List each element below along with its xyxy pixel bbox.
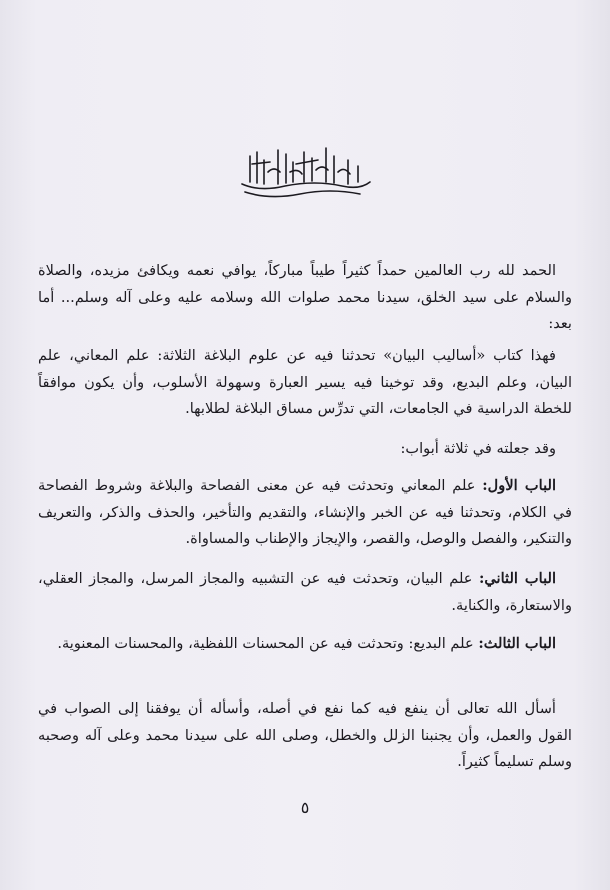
opening-paragraph: الحمد لله رب العالمين حمداً كثيراً طيباً مباركاً، يوافي نعمه ويكافئ مزيده، والصلاة والسلام على سيد الخلق، سيدنا محمد صلوات الله وسلامه عليه وعلى آله وسلم... أما بعد: xyxy=(38,262,572,332)
chapter-one-paragraph xyxy=(38,473,572,553)
chapter-three-paragraph xyxy=(38,631,572,658)
book-intro-paragraph: فهذا كتاب «أساليب البيان» تحدثنا فيه عن علوم البلاغة الثلاثة: علم المعاني، علم البيان، وعلم البديع، وقد توخينا فيه يسير العبارة وسهولة الأسلوب، وأن يكون موافقاً للخطة الدراسية في الجامعات، التي تدرِّس مساق البلاغة لطلابها. xyxy=(38,347,572,417)
chapter-three-body: علم البديع: وتحدثت فيه عن المحسنات اللفظية، والمحسنات المعنوية. xyxy=(57,635,474,652)
page-number: ٥ xyxy=(300,798,310,817)
chapter-three-heading: الباب الثالث: xyxy=(478,635,556,652)
closing-paragraph: أسأل الله تعالى أن ينفع فيه كما نفع في أصله، وأسأله أن يوفقنا إلى الصواب في القول والعمل، وأن يجنبنا الزلل والخطل، وصلى الله على سيدنا محمد وعلى آله وصحبه وسلم تسليماً كثيراً. xyxy=(38,700,572,770)
chapter-two-paragraph xyxy=(38,566,572,619)
chapter-one-body: علم المعاني وتحدثت فيه عن معنى الفصاحة والبلاغة وشروط الفصاحة في الكلام، وتحدثنا فيه عن الخبر والإنشاء، والتقديم والتأخير، والحذف والذكر، والتعريف والتنكير، والفصل والوصل، والقصر، والإيجاز والإطناب والمساواة. xyxy=(38,477,572,547)
chapter-one-heading: الباب الأول: xyxy=(482,477,556,494)
chapter-two-body: علم البيان، وتحدثت فيه عن التشبيه والمجاز المرسل، والمجاز العقلي، والاستعارة، والكناية. xyxy=(38,570,572,614)
chapters-intro: وقد جعلته في ثلاثة أبواب: xyxy=(400,440,556,457)
basmala-calligraphy xyxy=(230,142,380,202)
chapter-two-heading: الباب الثاني: xyxy=(479,570,556,587)
